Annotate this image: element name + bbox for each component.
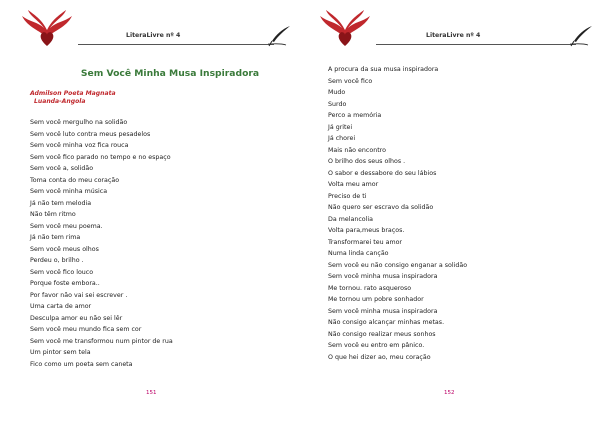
poem-line: Já não tem melodia bbox=[30, 199, 92, 207]
poem-line: Sem você eu não consigo enganar a solidão bbox=[328, 261, 468, 269]
poem-line: Porque foste embora.. bbox=[30, 280, 100, 287]
poem-line: Já não tem rima bbox=[30, 234, 81, 241]
poem-line: Me tornou um pobre sonhador bbox=[328, 296, 424, 303]
poem-line: Preciso de ti bbox=[328, 192, 367, 200]
poem-line: Da melancolia bbox=[328, 215, 373, 223]
poem-line: O que hei dizer ao, meu coração bbox=[328, 353, 431, 361]
quill-pen-icon bbox=[568, 25, 594, 47]
poem-line: Sem você fico bbox=[328, 77, 373, 85]
right-page bbox=[300, 0, 600, 424]
poem-line: Sem você eu entro em pânico. bbox=[328, 342, 425, 349]
author-name: Admilson Poeta Magnata bbox=[30, 90, 116, 97]
poem-line: Já chorei bbox=[328, 135, 356, 142]
poem-line: Perdeu o, brilho . bbox=[30, 257, 84, 264]
poem-line: Numa linda canção bbox=[328, 250, 389, 257]
header-rule bbox=[376, 44, 576, 45]
poem-line: Mais não encontro bbox=[328, 146, 386, 154]
poem-line: Um pintor sem tela bbox=[30, 349, 91, 356]
poem-title: Sem Você Minha Musa Inspiradora bbox=[80, 68, 260, 79]
poem-line: Por favor não vai sei escrever . bbox=[30, 291, 128, 299]
poem-line: Não consigo realizar meus sonhos bbox=[328, 330, 436, 338]
poem-line: O brilho dos seus olhos . bbox=[328, 158, 406, 165]
poem-line: Sem você me transformou num pintor de rua bbox=[30, 337, 173, 345]
poem-line: Fico como um poeta sem caneta bbox=[30, 360, 133, 368]
poem-line: Sem você minha musa inspiradora bbox=[328, 307, 438, 315]
poem-lines-left bbox=[30, 117, 173, 370]
poem-line: Volta meu amor bbox=[328, 181, 379, 188]
poem-line: Sem você mergulho na solidão bbox=[30, 119, 128, 126]
poem-line: Volta para,meus braços. bbox=[328, 227, 405, 234]
poem-line: Toma conta do meu coração bbox=[30, 176, 120, 184]
poem-line: Surdo bbox=[328, 100, 347, 108]
page-header bbox=[300, 8, 600, 48]
winged-heart-logo-icon bbox=[20, 8, 74, 48]
winged-heart-logo-icon bbox=[318, 8, 372, 48]
poem-line: Sem você a, solidão bbox=[30, 165, 94, 172]
poem-line: A procura da sua musa inspiradora bbox=[328, 66, 439, 73]
page-number: 152 bbox=[444, 390, 455, 396]
poem-line: Mudo bbox=[328, 89, 346, 96]
poem-lines-right bbox=[328, 64, 467, 363]
header-title: LiteraLivre nº 4 bbox=[126, 32, 181, 39]
poem-line: Transformarei teu amor bbox=[328, 238, 403, 246]
poem-line: Não consigo alcançar minhas metas. bbox=[328, 319, 445, 326]
poem-line: Sem você meu poema. bbox=[30, 222, 103, 230]
poem-line: Perco a memória bbox=[328, 112, 382, 119]
quill-pen-icon bbox=[266, 25, 292, 47]
poem-line: O sabor e dessabore do seu lábios bbox=[328, 169, 437, 177]
poem-line: Sem você minha musa inspiradora bbox=[328, 273, 438, 280]
poem-line: Não quero ser escravo da solidão bbox=[328, 204, 434, 211]
header-title: LiteraLivre nº 4 bbox=[426, 32, 481, 39]
poem-line: Sem você minha música bbox=[30, 188, 108, 195]
poem-line: Me tornou. rato asqueroso bbox=[328, 284, 412, 292]
page-header bbox=[0, 8, 300, 48]
poem-line: Já gritei bbox=[328, 123, 353, 131]
poem-line: Desculpa amor eu não sei lêr bbox=[30, 314, 123, 322]
poem-line: Sem você luto contra meus pesadelos bbox=[30, 130, 151, 138]
poem-line: Sem você fico parado no tempo e no espaço bbox=[30, 153, 171, 161]
author-location: Luanda-Angola bbox=[34, 98, 86, 105]
poem-line: Não têm ritmo bbox=[30, 211, 76, 218]
poem-line: Sem você fico louco bbox=[30, 268, 94, 276]
poem-line: Sem você meus olhos bbox=[30, 245, 99, 253]
header-rule bbox=[78, 44, 274, 45]
page-number: 151 bbox=[146, 390, 157, 396]
poem-line: Uma carta de amor bbox=[30, 303, 92, 310]
poem-line: Sem você meu mundo fica sem cor bbox=[30, 326, 142, 333]
poem-line: Sem você minha voz fica rouca bbox=[30, 142, 129, 149]
